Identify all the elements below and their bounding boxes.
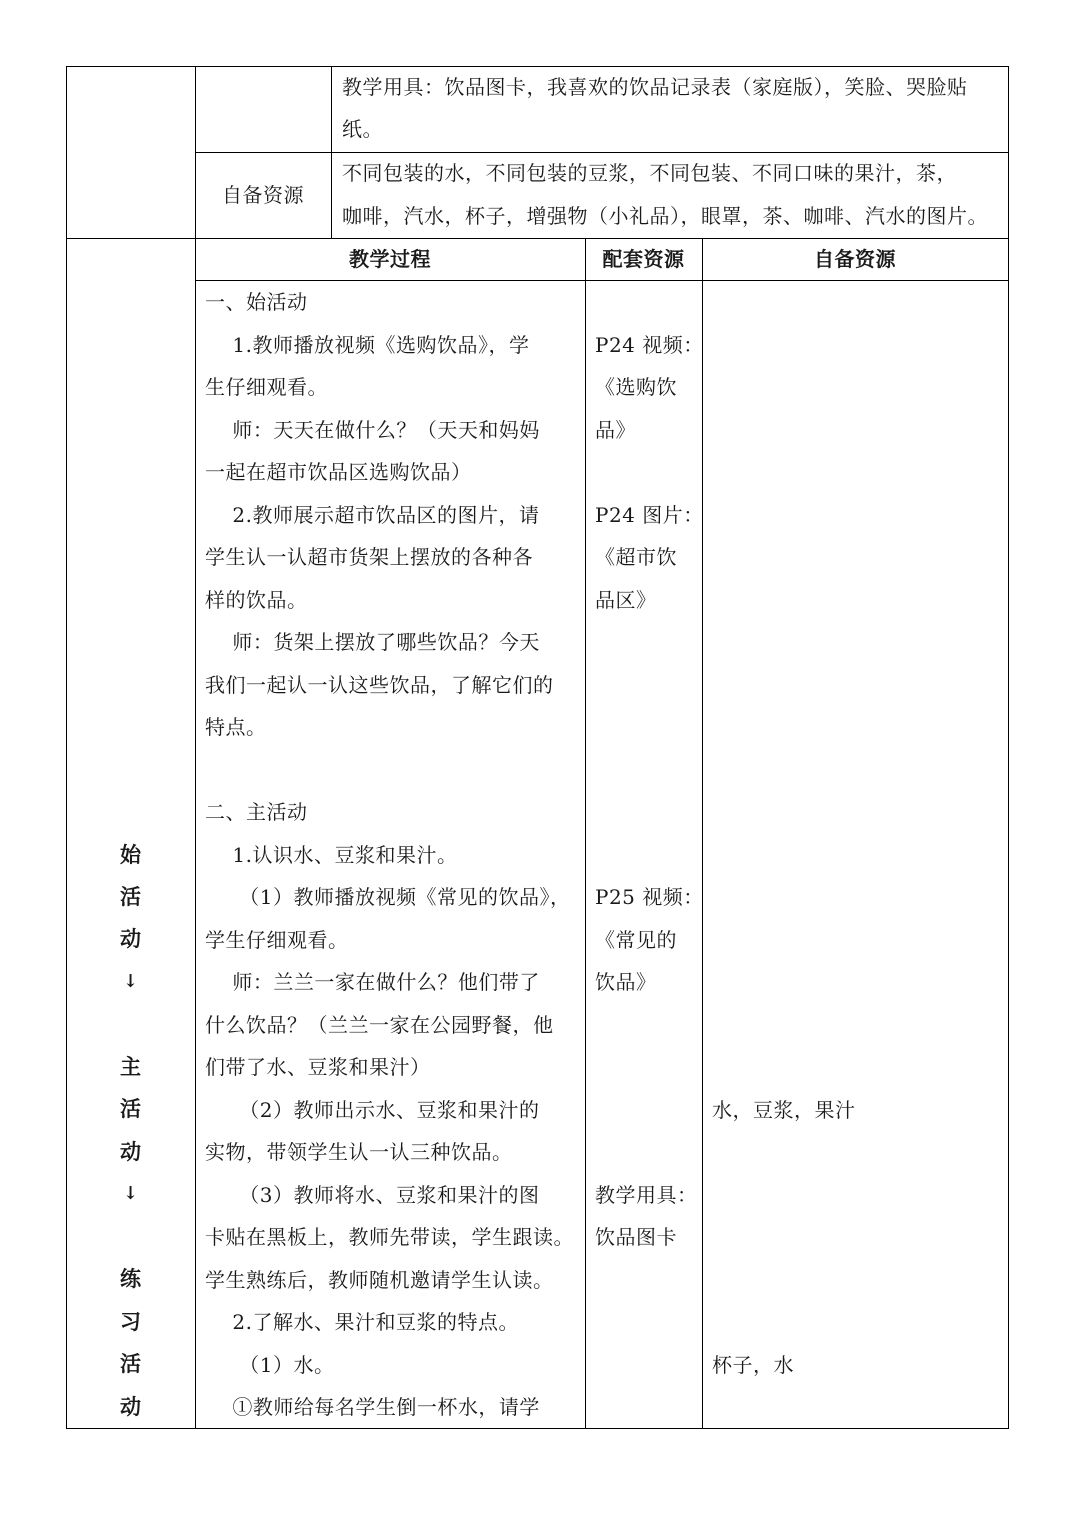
resource-line: 《常见的 — [595, 927, 677, 952]
own-resource-line: 杯子，水 — [712, 1352, 794, 1377]
process-line: 们带了水、豆浆和果汁） — [205, 1055, 431, 1079]
teaching-tools-line: 纸。 — [342, 117, 383, 141]
process-line: 师：兰兰一家在做什么？他们带了 — [205, 970, 540, 994]
process-line: 特点。 — [205, 715, 267, 739]
process-line: （2）教师出示水、豆浆和果汁的 — [205, 1097, 540, 1122]
side-label-char: 动 — [120, 926, 141, 951]
table-col-divider — [702, 238, 703, 1429]
process-line: 一、始活动 — [205, 290, 308, 314]
down-arrow-icon: ↓ — [122, 1183, 139, 1204]
side-label-char: 动 — [120, 1139, 141, 1164]
side-label-char: 活 — [120, 1096, 141, 1121]
resource-line: 《选购饮 — [595, 375, 677, 399]
header-own-resources: 自备资源 — [814, 247, 896, 271]
process-line: ①教师给每名学生倒一杯水，请学 — [205, 1395, 540, 1419]
side-label-char: 活 — [120, 1351, 141, 1376]
side-label-char: 活 — [120, 884, 141, 909]
process-line: 学生仔细观看。 — [205, 927, 349, 952]
process-line: 生仔细观看。 — [205, 375, 328, 399]
resource-line: 饮品》 — [595, 970, 657, 994]
table-col-divider — [585, 238, 586, 1429]
header-teaching-process: 教学过程 — [349, 247, 431, 271]
process-line: 1.认识水、豆浆和果汁。 — [205, 842, 458, 867]
table-border-right — [1008, 66, 1009, 1429]
own-resources-label: 自备资源 — [222, 183, 304, 207]
process-line: （1）水。 — [205, 1352, 335, 1377]
header-supporting-resources: 配套资源 — [602, 247, 685, 271]
own-resources-line: 不同包装的水，不同包装的豆浆，不同包装、不同口味的果汁，茶， — [342, 161, 957, 185]
process-line: 我们一起认一认这些饮品，了解它们的 — [205, 672, 554, 697]
side-label-char: 始 — [120, 842, 141, 867]
side-label-char: 练 — [120, 1266, 141, 1291]
process-line: 一起在超市饮品区选购饮品） — [205, 460, 472, 484]
process-line: 1.教师播放视频《选购饮品》，学 — [205, 332, 530, 357]
own-resource-line: 水，豆浆，果汁 — [712, 1097, 856, 1122]
resource-line: 品区》 — [595, 587, 657, 612]
process-line: 什么饮品？（兰兰一家在公园野餐，他 — [205, 1012, 554, 1037]
process-line: 实物，带领学生认一认三种饮品。 — [205, 1140, 513, 1164]
process-line: （1）教师播放视频《常见的饮品》， — [205, 885, 571, 909]
resource-line: P24 视频： — [595, 332, 704, 357]
resource-line: 饮品图卡 — [595, 1225, 677, 1249]
process-line: 学生熟练后，教师随机邀请学生认读。 — [205, 1267, 554, 1292]
resource-line: P24 图片： — [595, 502, 704, 527]
process-line: 学生认一认超市货架上摆放的各种各 — [205, 545, 533, 569]
resource-line: 品》 — [595, 417, 636, 442]
down-arrow-icon: ↓ — [122, 971, 139, 992]
own-resources-line: 咖啡，汽水，杯子，增强物（小礼品），眼罩，茶、咖啡、汽水的图片。 — [342, 204, 988, 228]
side-label-char: 主 — [120, 1054, 141, 1079]
table-col-divider — [331, 66, 332, 239]
resource-line: P25 视频： — [595, 885, 704, 909]
process-line: 二、主活动 — [205, 800, 308, 824]
process-line: 师：天天在做什么？（天天和妈妈 — [205, 417, 540, 442]
side-label-char: 动 — [120, 1394, 141, 1419]
teaching-tools-line: 教学用具：饮品图卡，我喜欢的饮品记录表（家庭版），笑脸、哭脸贴 — [342, 75, 968, 99]
process-line: （3）教师将水、豆浆和果汁的图 — [205, 1182, 540, 1207]
process-line: 卡贴在黑板上，教师先带读，学生跟读。 — [205, 1225, 574, 1249]
process-line: 2.教师展示超市饮品区的图片，请 — [205, 502, 540, 527]
table-border-left — [66, 66, 67, 1429]
process-line: 师：货架上摆放了哪些饮品？今天 — [205, 630, 540, 654]
process-line: 样的饮品。 — [205, 587, 308, 612]
resource-line: 教学用具： — [595, 1182, 698, 1207]
resource-line: 《超市饮 — [595, 545, 677, 569]
process-line: 2.了解水、果汁和豆浆的特点。 — [205, 1310, 520, 1334]
side-label-char: 习 — [120, 1309, 141, 1334]
